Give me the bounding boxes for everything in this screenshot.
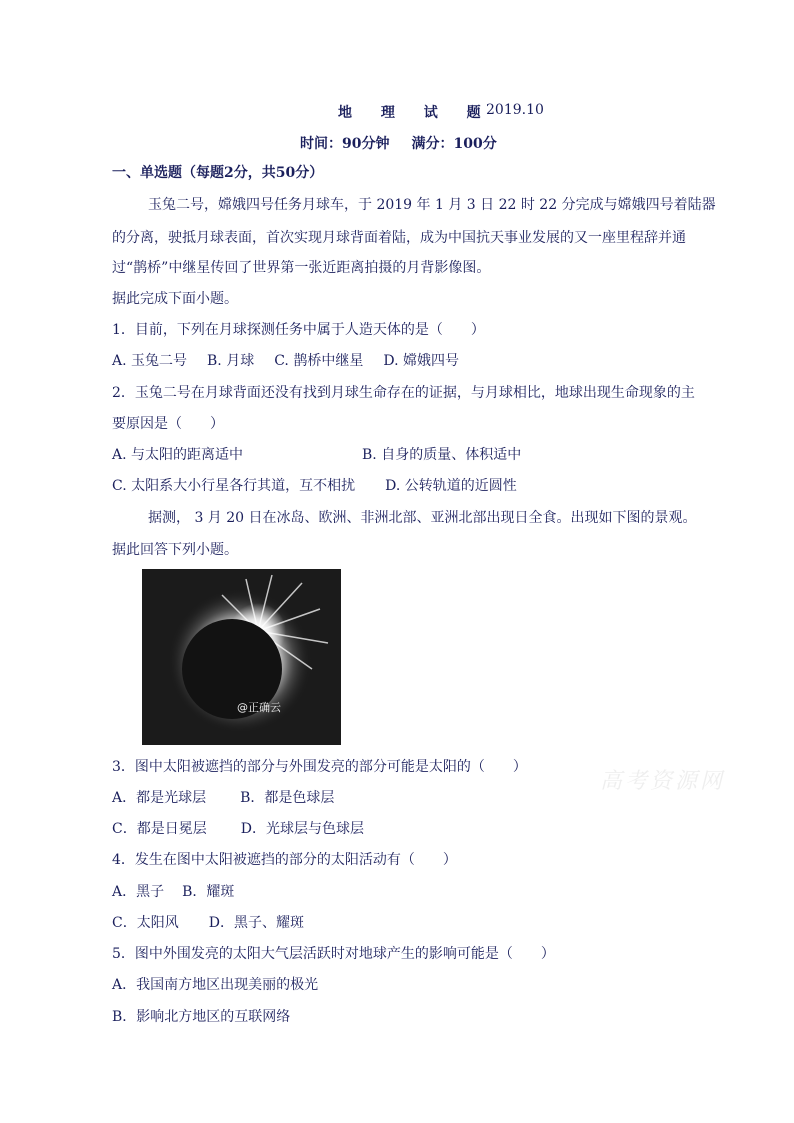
q4-option-a[interactable]: A．黑子 (112, 884, 165, 900)
prompt2: 据此回答下列小题。 (112, 542, 238, 558)
q4-option-b[interactable]: B．耀斑 (182, 884, 235, 900)
passage1-line1: 玉兔二号，嫦娥四号任务月球车，于 2019 年 1 月 3 日 22 时 22 分完成与嫦娥四号着陆器 (148, 197, 716, 213)
prompt1: 据此完成下面小题。 (112, 291, 238, 307)
q5-stem: 5．图中外围发亮的太阳大气层活跃时对地球产生的影响可能是（ ） (112, 946, 555, 962)
q3-option-c[interactable]: C．都是日冕层 (112, 821, 207, 837)
q2-stem-line2: 要原因是（ ） (112, 416, 224, 432)
photo-watermark: @正确云 (237, 701, 281, 714)
q2-option-d[interactable]: D. 公转轨道的近圆性 (385, 478, 517, 494)
q3-options-row1 (112, 788, 334, 808)
q1-option-a[interactable]: A. 玉兔二号 (112, 353, 188, 369)
exam-title: 地 理 试 题 (338, 105, 493, 121)
q1-option-b[interactable]: B. 月球 (207, 353, 255, 369)
q5-option-a[interactable]: A．我国南方地区出现美丽的极光 (112, 977, 319, 993)
page-watermark: 高考资源网 (600, 769, 726, 794)
q1-stem: 1．目前，下列在月球探测任务中属于人造天体的是（ ） (112, 322, 485, 338)
q2-stem-line1: 2．玉兔二号在月球背面还没有找到月球生命存在的证据，与月球相比，地球出现生命现象的主 (112, 385, 695, 401)
section-heading: 一、单选题（每题2分，共50分） (112, 165, 324, 181)
passage1-line2: 的分离，驶抵月球表面，首次实现月球背面着陆，成为中国抗天事业发展的又一座里程辞并通 (112, 230, 686, 246)
q3-stem: 3．图中太阳被遮挡的部分与外围发亮的部分可能是太阳的（ ） (112, 759, 527, 775)
q3-options-row2 (112, 819, 364, 839)
q2-option-a[interactable]: A. 与太阳的距离适中 (112, 447, 244, 463)
solar-eclipse-photo (142, 569, 341, 745)
q3-option-a[interactable]: A．都是光球层 (112, 790, 207, 806)
exam-date: 2019.10 (486, 102, 544, 118)
q2-options-row2 (112, 476, 517, 496)
exam-time: 时间：90分钟 (300, 136, 390, 152)
q4-option-d[interactable]: D．黑子、耀斑 (208, 915, 304, 931)
eclipse-image (142, 569, 341, 745)
passage2-line1: 据测， 3 月 20 日在冰岛、欧洲、非洲北部、亚洲北部出现日全食。出现如下图的景观。 (148, 510, 697, 526)
q4-options-row2 (112, 913, 304, 933)
q5-option-b[interactable]: B．影响北方地区的互联网络 (112, 1009, 291, 1025)
q1-option-c[interactable]: C. 鹊桥中继星 (274, 353, 364, 369)
q1-option-d[interactable]: D. 嫦娥四号 (383, 353, 459, 369)
exam-score: 满分：100分 (411, 136, 497, 152)
q1-options (112, 351, 459, 371)
passage1-line3: 过“鹊桥”中继星传回了世界第一张近距离拍摄的月背影像图。 (112, 260, 491, 276)
q4-options-row1 (112, 882, 234, 902)
q3-option-b[interactable]: B．都是色球层 (240, 790, 335, 806)
q4-option-c[interactable]: C．太阳风 (112, 915, 179, 931)
q2-option-b[interactable]: B. 自身的质量、体积适中 (362, 447, 522, 463)
q3-option-d[interactable]: D．光球层与色球层 (240, 821, 364, 837)
q4-stem: 4．发生在图中太阳被遮挡的部分的太阳活动有（ ） (112, 852, 457, 868)
exam-subtitle (300, 133, 519, 153)
q2-option-c[interactable]: C. 太阳系大小行星各行其道，互不相扰 (112, 478, 356, 494)
q2-options-row1 (112, 445, 521, 465)
